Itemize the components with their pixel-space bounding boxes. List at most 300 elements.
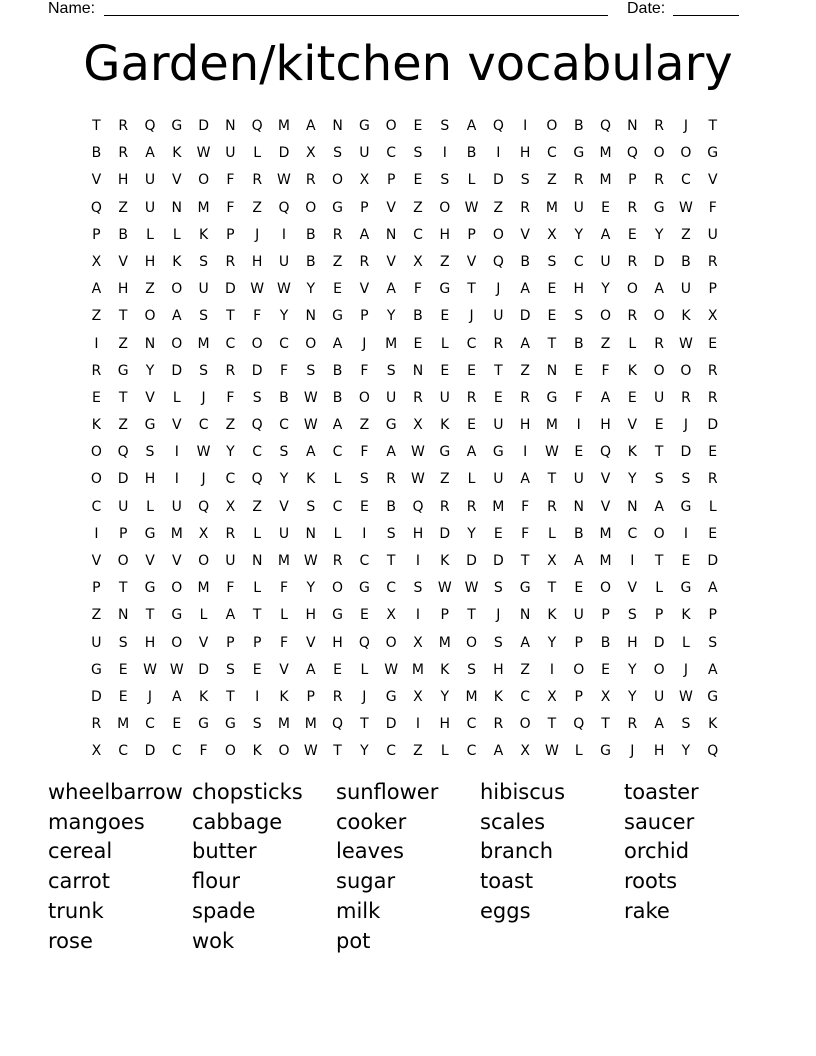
- grid-letter: Q: [492, 118, 504, 134]
- grid-letter: C: [118, 743, 129, 760]
- grid-letter: P: [360, 308, 369, 325]
- grid-letter: L: [574, 743, 583, 760]
- grid-letter: G: [171, 607, 183, 624]
- grid-letter: I: [174, 444, 179, 461]
- grid-letter: U: [573, 471, 584, 488]
- grid-letter: H: [117, 281, 129, 298]
- grid-letter: E: [574, 444, 584, 461]
- grid-letter: A: [520, 335, 530, 352]
- grid-letter: O: [626, 281, 638, 298]
- grid-letter: P: [118, 525, 128, 542]
- grid-letter: U: [386, 389, 397, 406]
- grid-letter: E: [493, 389, 503, 406]
- grid-letter: F: [574, 389, 583, 406]
- grid-letter: Z: [118, 199, 128, 216]
- grid-row: [83, 466, 726, 493]
- grid-letter: A: [600, 226, 611, 243]
- grid-letter: Y: [386, 308, 396, 325]
- grid-letter: Q: [358, 634, 370, 651]
- grid-row: [83, 385, 726, 412]
- grid-letter: B: [305, 226, 316, 243]
- grid-letter: O: [466, 634, 478, 651]
- grid-letter: R: [118, 145, 129, 162]
- grid-letter: Y: [628, 688, 637, 705]
- grid-letter: P: [252, 634, 262, 651]
- grid-letter: L: [655, 580, 664, 597]
- grid-letter: B: [305, 253, 316, 270]
- grid-letter: F: [413, 281, 422, 298]
- grid-letter: O: [546, 118, 558, 134]
- grid-letter: J: [147, 688, 153, 705]
- grid-letter: S: [199, 253, 209, 270]
- grid-letter: B: [573, 118, 584, 134]
- grid-letter: I: [442, 145, 447, 162]
- grid-letter: M: [492, 498, 505, 515]
- grid-letter: S: [118, 634, 128, 651]
- grid-letter: O: [171, 281, 183, 298]
- grid-row: [83, 521, 726, 548]
- word-list-item: leaves: [336, 839, 404, 864]
- grid-letter: B: [386, 498, 396, 515]
- grid-letter: O: [385, 634, 397, 651]
- grid-letter: J: [683, 118, 688, 134]
- grid-letter: P: [92, 580, 101, 597]
- grid-letter: J: [255, 226, 260, 243]
- grid-letter: X: [547, 553, 557, 569]
- grid-letter: Z: [91, 607, 102, 624]
- grid-letter: L: [199, 607, 208, 624]
- grid-letter: A: [305, 661, 316, 678]
- grid-letter: F: [226, 199, 235, 216]
- grid-letter: W: [303, 417, 318, 434]
- grid-letter: K: [440, 661, 450, 678]
- grid-letter: G: [707, 688, 719, 705]
- grid-row: [83, 140, 726, 167]
- grid-letter: M: [385, 335, 398, 352]
- grid-letter: V: [91, 172, 102, 189]
- grid-letter: F: [253, 308, 262, 325]
- grid-letter: U: [225, 553, 236, 569]
- grid-letter: I: [523, 118, 528, 134]
- grid-row: [83, 276, 726, 303]
- grid-letter: D: [492, 553, 504, 569]
- grid-letter: S: [386, 362, 396, 379]
- grid-letter: U: [359, 145, 370, 162]
- grid-letter: P: [226, 226, 235, 243]
- grid-letter: B: [413, 308, 423, 325]
- grid-letter: O: [680, 145, 692, 162]
- grid-letter: N: [171, 199, 183, 216]
- grid-letter: G: [332, 308, 343, 325]
- grid-row: [83, 494, 726, 521]
- grid-letter: Q: [573, 716, 585, 733]
- grid-letter: M: [197, 580, 210, 597]
- grid-letter: O: [278, 743, 290, 760]
- grid-letter: K: [252, 743, 262, 760]
- grid-letter: Z: [493, 199, 504, 216]
- grid-letter: T: [601, 716, 610, 733]
- grid-letter: S: [708, 634, 718, 651]
- grid-letter: O: [171, 634, 183, 651]
- grid-letter: V: [279, 661, 289, 678]
- page-header: [0, 0, 816, 22]
- grid-letter: P: [708, 607, 717, 624]
- grid-letter: T: [654, 553, 664, 569]
- name-label: Name:: [48, 0, 96, 17]
- grid-letter: G: [519, 580, 531, 597]
- grid-letter: C: [145, 716, 155, 733]
- grid-letter: Z: [225, 417, 236, 434]
- grid-letter: U: [278, 525, 290, 542]
- grid-letter: H: [144, 253, 156, 270]
- grid-letter: R: [386, 471, 397, 488]
- grid-letter: B: [520, 253, 530, 270]
- grid-letter: U: [144, 199, 156, 216]
- grid-letter: X: [600, 688, 611, 705]
- grid-letter: Q: [600, 118, 612, 134]
- grid-letter: M: [170, 525, 183, 542]
- grid-letter: O: [653, 525, 665, 542]
- grid-letter: P: [386, 172, 396, 189]
- grid-row: [83, 548, 726, 575]
- grid-letter: J: [496, 281, 501, 298]
- grid-letter: I: [255, 688, 260, 705]
- grid-letter: M: [599, 525, 612, 542]
- grid-letter: V: [600, 471, 611, 488]
- grid-letter: O: [90, 471, 102, 488]
- grid-letter: X: [359, 172, 370, 189]
- grid-letter: V: [359, 281, 370, 298]
- grid-letter: M: [599, 553, 612, 569]
- grid-letter: U: [439, 389, 450, 406]
- grid-letter: G: [144, 417, 156, 434]
- grid-letter: G: [439, 444, 451, 461]
- word-list-item: flour: [192, 869, 241, 894]
- grid-letter: I: [94, 525, 99, 542]
- date-blank-line[interactable]: [673, 15, 739, 16]
- grid-letter: C: [386, 743, 397, 760]
- grid-letter: K: [627, 362, 637, 379]
- grid-letter: R: [413, 389, 423, 406]
- grid-letter: N: [251, 553, 263, 569]
- grid-letter: S: [413, 580, 423, 597]
- grid-letter: N: [305, 525, 317, 542]
- grid-letter: U: [654, 389, 665, 406]
- word-list-item: toaster: [624, 780, 699, 804]
- grid-letter: E: [493, 525, 503, 542]
- grid-letter: K: [708, 716, 718, 733]
- grid-letter: L: [172, 389, 181, 406]
- grid-letter: O: [90, 444, 102, 461]
- grid-letter: U: [573, 199, 584, 216]
- grid-letter: A: [466, 444, 477, 461]
- grid-letter: S: [681, 471, 691, 488]
- grid-letter: E: [601, 199, 610, 216]
- grid-letter: I: [415, 716, 421, 733]
- grid-letter: E: [627, 389, 637, 406]
- grid-letter: E: [708, 444, 718, 461]
- grid-letter: C: [547, 145, 557, 162]
- grid-letter: X: [547, 688, 557, 705]
- grid-row: [83, 249, 726, 276]
- grid-letter: R: [707, 362, 718, 379]
- grid-letter: D: [439, 525, 451, 542]
- grid-letter: X: [413, 253, 423, 270]
- grid-letter: X: [413, 634, 423, 651]
- grid-letter: S: [574, 308, 584, 325]
- page-title: Garden/kitchen vocabulary: [83, 36, 733, 92]
- word-list-item: cabbage: [192, 809, 283, 834]
- grid-letter: W: [277, 281, 291, 298]
- grid-letter: B: [600, 634, 611, 651]
- grid-letter: E: [467, 362, 476, 379]
- grid-letter: V: [172, 417, 182, 434]
- grid-letter: M: [411, 661, 424, 678]
- grid-letter: G: [144, 525, 156, 542]
- grid-letter: C: [386, 145, 397, 162]
- grid-letter: U: [198, 281, 209, 298]
- grid-letter: K: [198, 688, 209, 705]
- grid-letter: C: [252, 444, 263, 461]
- grid-letter: G: [385, 417, 397, 434]
- grid-letter: M: [197, 199, 210, 216]
- grid-letter: J: [362, 688, 367, 705]
- grid-letter: I: [281, 226, 287, 243]
- grid-letter: L: [467, 172, 476, 189]
- grid-letter: D: [278, 145, 290, 162]
- grid-letter: F: [601, 362, 610, 379]
- grid-letter: R: [520, 199, 531, 216]
- grid-letter: R: [573, 172, 584, 189]
- grid-letter: S: [681, 716, 691, 733]
- grid-letter: O: [519, 716, 531, 733]
- grid-letter: T: [118, 580, 128, 597]
- grid-letter: W: [143, 661, 157, 678]
- word-list-item: butter: [192, 839, 257, 864]
- grid-letter: F: [708, 199, 717, 216]
- word-list-item: wok: [192, 928, 235, 953]
- grid-letter: Y: [574, 226, 584, 243]
- grid-letter: F: [279, 362, 288, 379]
- word-list-item: branch: [480, 839, 553, 864]
- grid-letter: B: [332, 389, 343, 406]
- grid-letter: R: [627, 716, 638, 733]
- grid-letter: C: [332, 498, 343, 515]
- grid-letter: L: [280, 607, 288, 624]
- word-list-item: carrot: [48, 869, 110, 894]
- word-list-item: mangoes: [48, 809, 145, 834]
- grid-letter: Q: [626, 145, 638, 162]
- grid-letter: R: [627, 199, 638, 216]
- grid-letter: N: [305, 308, 317, 325]
- grid-letter: S: [520, 172, 530, 189]
- grid-letter: Y: [306, 281, 316, 298]
- grid-letter: W: [196, 444, 211, 461]
- date-label: Date:: [627, 0, 666, 17]
- grid-letter: C: [225, 335, 236, 352]
- grid-letter: O: [332, 580, 344, 597]
- grid-letter: J: [469, 308, 474, 325]
- grid-letter: G: [492, 444, 504, 461]
- grid-letter: X: [225, 498, 236, 515]
- grid-letter: I: [630, 553, 635, 569]
- grid-letter: V: [279, 498, 289, 515]
- grid-letter: G: [573, 145, 585, 162]
- grid-letter: F: [360, 362, 369, 379]
- grid-letter: K: [91, 417, 101, 434]
- grid-letter: T: [708, 118, 717, 134]
- grid-letter: X: [305, 145, 316, 162]
- grid-letter: J: [496, 607, 501, 624]
- grid-letter: T: [145, 607, 155, 624]
- grid-letter: H: [519, 417, 531, 434]
- grid-letter: Y: [226, 444, 235, 461]
- grid-letter: D: [707, 417, 719, 434]
- grid-letter: R: [225, 525, 236, 542]
- grid-letter: N: [332, 118, 343, 134]
- grid-letter: W: [303, 743, 318, 760]
- grid-letter: C: [573, 253, 584, 270]
- grid-letter: W: [464, 580, 479, 597]
- grid-letter: U: [225, 145, 236, 162]
- grid-letter: D: [653, 634, 665, 651]
- grid-letter: O: [171, 335, 183, 352]
- grid-row: [83, 113, 726, 140]
- grid-letter: H: [600, 417, 611, 434]
- grid-letter: F: [279, 634, 288, 651]
- grid-letter: C: [681, 172, 691, 189]
- grid-letter: V: [386, 199, 396, 216]
- grid-letter: L: [708, 498, 717, 515]
- grid-letter: G: [680, 498, 692, 515]
- grid-letter: E: [681, 553, 691, 569]
- grid-letter: H: [627, 634, 638, 651]
- grid-letter: D: [466, 553, 477, 569]
- grid-letter: E: [574, 362, 584, 379]
- grid-letter: X: [413, 417, 423, 434]
- grid-letter: O: [305, 199, 317, 216]
- grid-letter: P: [574, 688, 583, 705]
- grid-letter: O: [653, 661, 665, 678]
- grid-letter: G: [358, 118, 370, 134]
- grid-letter: S: [279, 444, 289, 461]
- grid-letter: S: [225, 661, 235, 678]
- grid-letter: E: [654, 417, 664, 434]
- word-list-item: milk: [336, 898, 381, 923]
- grid-letter: V: [172, 172, 182, 189]
- grid-letter: H: [332, 634, 343, 651]
- grid-letter: W: [679, 199, 693, 216]
- grid-letter: V: [198, 634, 209, 651]
- grid-letter: D: [680, 444, 692, 461]
- grid-letter: G: [332, 607, 343, 624]
- grid-letter: P: [92, 226, 101, 243]
- grid-letter: S: [199, 362, 209, 379]
- grid-letter: D: [519, 308, 531, 325]
- grid-letter: E: [333, 281, 342, 298]
- grid-letter: L: [333, 525, 342, 542]
- grid-letter: R: [707, 389, 718, 406]
- grid-letter: A: [332, 417, 343, 434]
- grid-letter: D: [707, 553, 719, 569]
- grid-letter: Q: [117, 444, 129, 461]
- word-list-item: roots: [624, 869, 678, 894]
- grid-letter: M: [545, 199, 558, 216]
- grid-letter: S: [333, 145, 343, 162]
- letter-grid: [83, 113, 726, 766]
- grid-letter: J: [201, 389, 206, 406]
- grid-letter: I: [362, 525, 367, 542]
- grid-letter: K: [493, 688, 503, 705]
- grid-letter: Q: [332, 716, 344, 733]
- name-blank-line[interactable]: [104, 15, 608, 16]
- grid-letter: F: [360, 444, 369, 461]
- grid-letter: S: [440, 172, 450, 189]
- grid-letter: Z: [547, 172, 557, 189]
- grid-letter: Z: [332, 253, 343, 270]
- grid-letter: I: [576, 417, 581, 434]
- word-list-item: trunk: [48, 898, 104, 923]
- grid-letter: A: [600, 389, 611, 406]
- grid-letter: O: [653, 145, 665, 162]
- grid-letter: X: [386, 607, 396, 624]
- grid-letter: R: [493, 716, 504, 733]
- grid-letter: P: [574, 634, 583, 651]
- grid-letter: I: [415, 553, 421, 569]
- grid-letter: R: [359, 253, 370, 270]
- grid-letter: Q: [492, 253, 504, 270]
- grid-letter: O: [117, 553, 129, 569]
- grid-letter: S: [440, 118, 450, 134]
- grid-letter: U: [118, 498, 129, 515]
- grid-letter: F: [279, 580, 288, 597]
- grid-letter: M: [599, 145, 612, 162]
- word-list-item: cereal: [48, 839, 113, 864]
- grid-row: [83, 575, 726, 602]
- word-list-item: rose: [48, 928, 93, 953]
- grid-letter: T: [467, 281, 476, 298]
- grid-row: [83, 657, 726, 684]
- grid-letter: Z: [252, 199, 262, 216]
- grid-letter: D: [492, 172, 504, 189]
- grid-letter: P: [360, 199, 369, 216]
- grid-letter: K: [279, 688, 289, 705]
- grid-letter: A: [654, 498, 664, 515]
- grid-letter: A: [386, 281, 396, 298]
- grid-letter: R: [547, 498, 557, 515]
- grid-row: [83, 711, 726, 738]
- grid-letter: Z: [439, 471, 450, 488]
- grid-letter: G: [198, 716, 210, 733]
- grid-letter: O: [198, 172, 210, 189]
- grid-letter: Q: [707, 743, 719, 760]
- grid-letter: E: [467, 417, 476, 434]
- grid-letter: B: [118, 226, 128, 243]
- grid-letter: O: [144, 308, 156, 325]
- grid-letter: L: [360, 661, 369, 678]
- grid-letter: N: [573, 498, 584, 515]
- grid-row: [83, 222, 726, 249]
- grid-row: [83, 167, 726, 194]
- grid-letter: C: [279, 335, 289, 352]
- word-list-item: hibiscus: [480, 780, 566, 804]
- grid-letter: U: [493, 308, 504, 325]
- grid-letter: O: [600, 580, 612, 597]
- grid-letter: G: [546, 389, 558, 406]
- grid-letter: G: [358, 580, 370, 597]
- grid-letter: N: [117, 607, 129, 624]
- grid-letter: P: [601, 607, 610, 624]
